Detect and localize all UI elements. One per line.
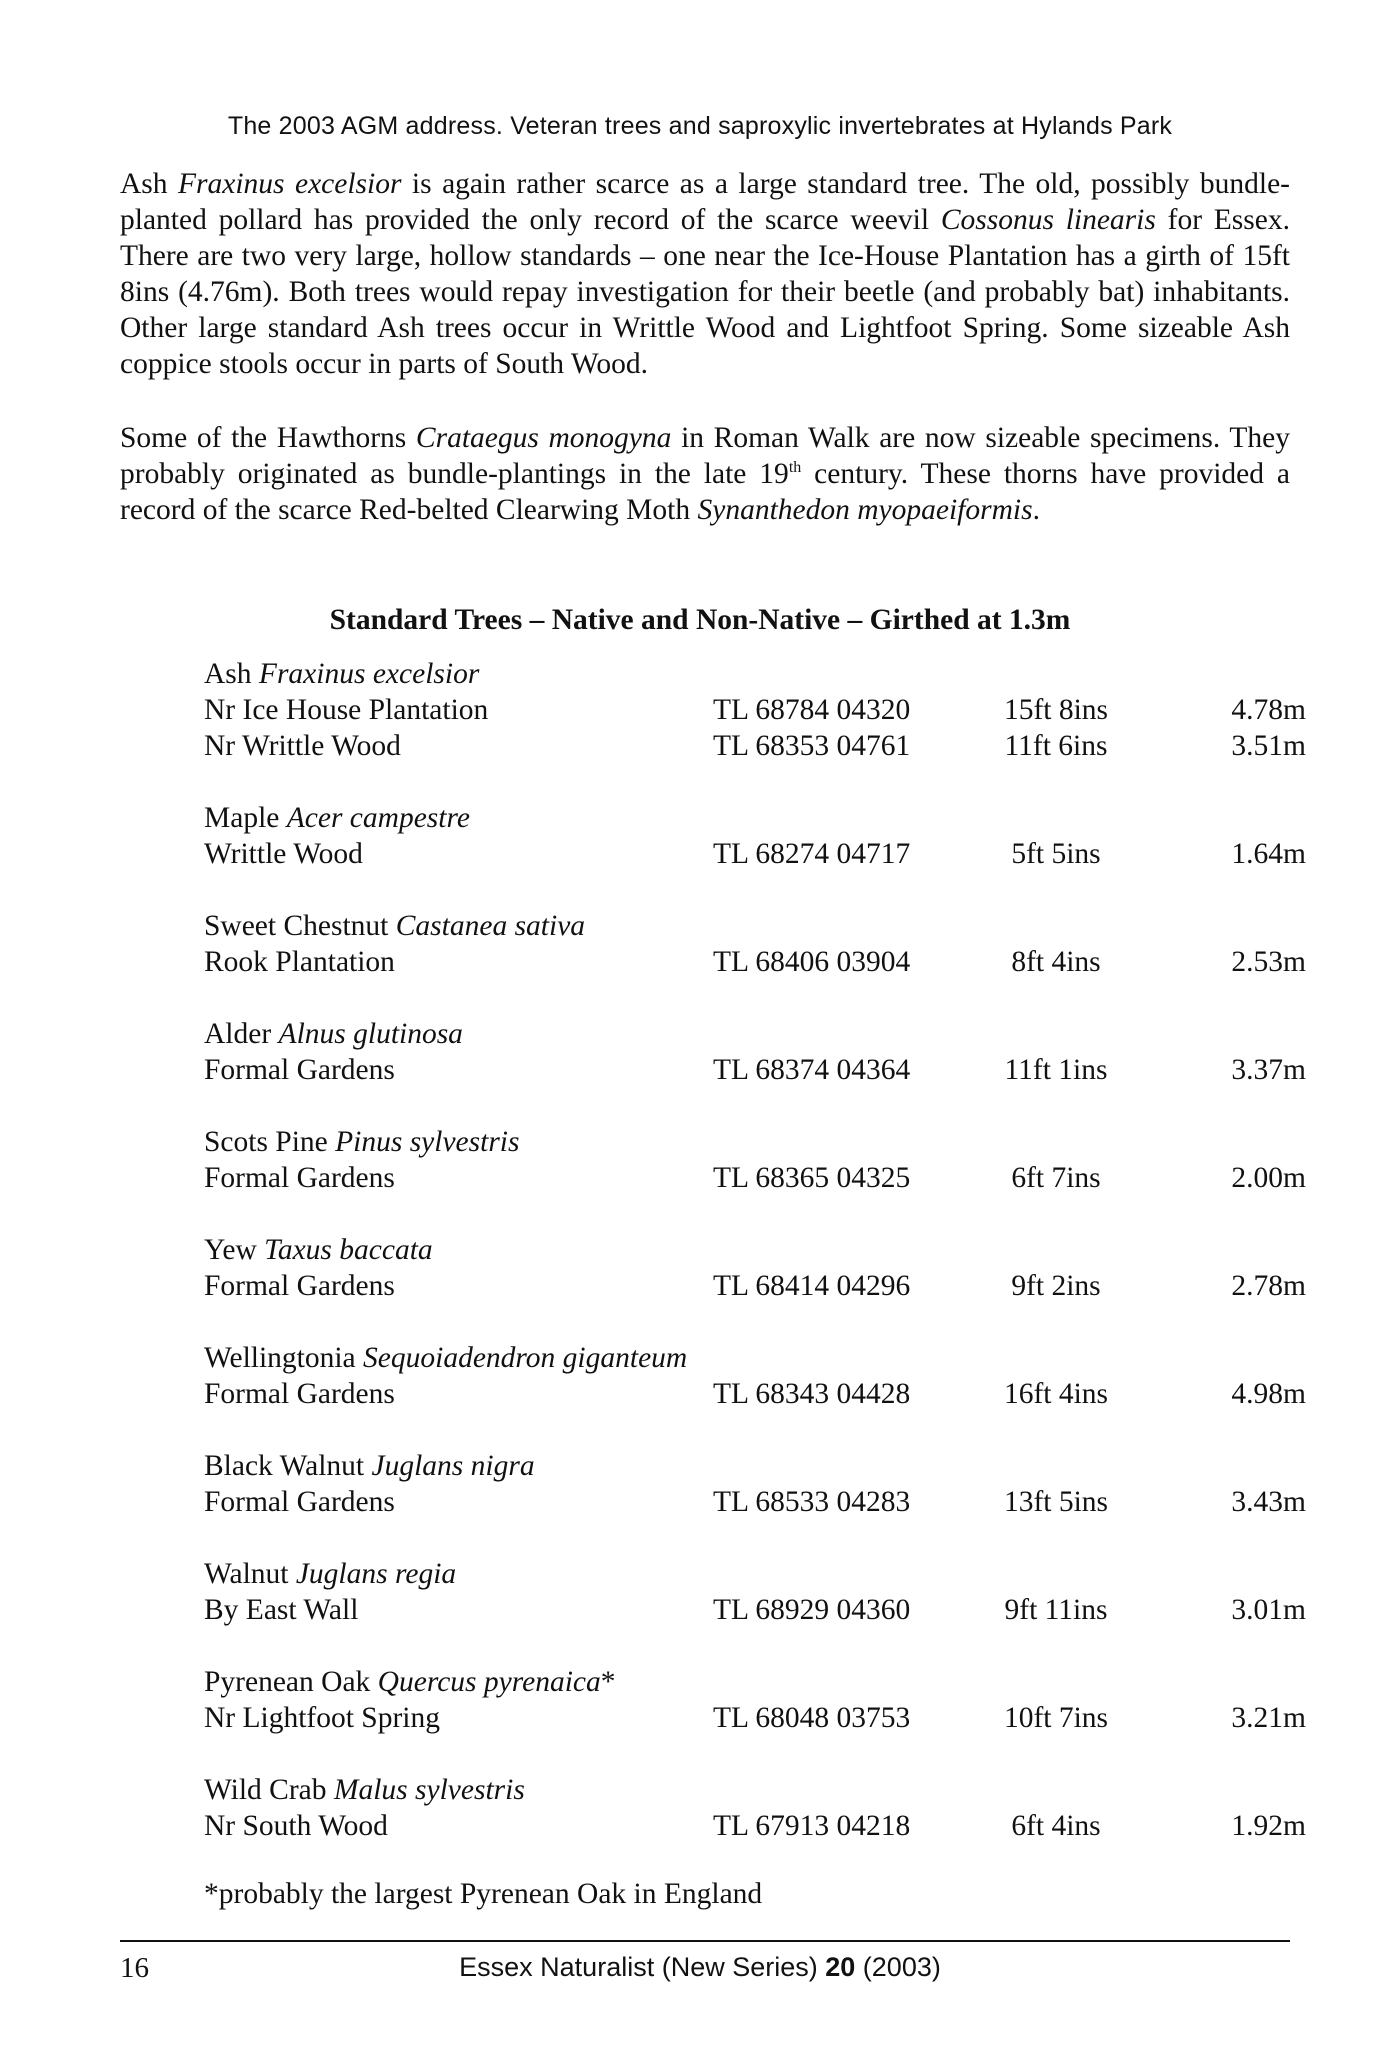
tree-species: [204, 1556, 1244, 1592]
tree-group: [204, 1124, 1306, 1196]
tree-group: [204, 1016, 1306, 1088]
location-cell: Formal Gardens: [204, 1486, 395, 1518]
latin-name: Juglans regia: [295, 1558, 457, 1590]
tree-species: [204, 1340, 1244, 1376]
tree-species: [204, 800, 1244, 836]
girth-imperial-cell: 15ft 8ins: [1003, 694, 1109, 726]
tree-group: [204, 1448, 1306, 1520]
common-name: Pyrenean Oak: [204, 1666, 378, 1698]
common-name: Black Walnut: [204, 1450, 372, 1482]
tree-species: [204, 1664, 1244, 1700]
common-name: Wellingtonia: [204, 1342, 364, 1374]
latin-name: Cossonus linearis: [940, 204, 1156, 236]
grid-ref-cell: TL 68414 04296: [713, 1270, 911, 1302]
footer-rule: [120, 1940, 1290, 1942]
tree-group: [204, 1556, 1306, 1628]
girth-metric-cell: 4.98m: [1231, 1378, 1306, 1410]
common-name: Alder: [204, 1018, 279, 1050]
tree-species: [204, 908, 1244, 944]
girth-imperial-cell: 6ft 7ins: [1011, 1162, 1101, 1194]
girth-imperial-cell: 5ft 5ins: [1011, 838, 1101, 870]
location-cell: Nr Ice House Plantation: [204, 694, 489, 726]
girth-metric-cell: 2.78m: [1231, 1270, 1306, 1302]
tree-species: [204, 1232, 1244, 1268]
running-header: The 2003 AGM address. Veteran trees and saproxylic invertebrates at Hylands Park: [227, 112, 1173, 140]
paragraph-ash: [120, 166, 1290, 382]
girth-metric-cell: 2.53m: [1231, 946, 1306, 978]
journal-footer: [0, 1952, 1400, 1983]
tree-species: [204, 1016, 1244, 1052]
journal-name: Essex Naturalist (New Series): [459, 1952, 826, 1982]
table-footnote: *probably the largest Pyrenean Oak in England: [204, 1878, 763, 1910]
tree-group: [204, 656, 1306, 764]
common-name: Scots Pine: [204, 1126, 336, 1158]
standard-trees-table: [204, 656, 1306, 1880]
girth-metric-cell: 2.00m: [1231, 1162, 1306, 1194]
location-cell: By East Wall: [204, 1594, 359, 1626]
latin-name: Quercus pyrenaica: [377, 1666, 601, 1698]
text-span: is again rather scarce as a large standard tree. The old, possibly bundle-planted pollard has provided the only record of the scarce weevil: [120, 168, 1290, 236]
location-cell: Writtle Wood: [204, 838, 363, 870]
common-name: Sweet Chestnut: [204, 910, 396, 942]
table-row: [204, 692, 1306, 728]
paragraph-hawthorn: [120, 420, 1290, 528]
latin-name: Sequoiadendron giganteum: [363, 1342, 688, 1374]
girth-imperial-cell: 11ft 1ins: [1004, 1054, 1108, 1086]
table-row: [204, 944, 1306, 980]
latin-name: Crataegus monogyna: [415, 422, 672, 454]
table-row: [204, 1160, 1306, 1196]
grid-ref-cell: TL 67913 04218: [713, 1810, 911, 1842]
girth-imperial-cell: 6ft 4ins: [1011, 1810, 1101, 1842]
tree-group: [204, 1232, 1306, 1304]
tree-species: [204, 1124, 1244, 1160]
grid-ref-cell: TL 68365 04325: [713, 1162, 911, 1194]
latin-name: Alnus glutinosa: [278, 1018, 463, 1050]
common-name: Wild Crab: [204, 1774, 334, 1806]
grid-ref-cell: TL 68374 04364: [713, 1054, 911, 1086]
girth-metric-cell: 1.92m: [1231, 1810, 1306, 1842]
tree-group: [204, 1340, 1306, 1412]
text-span: in Roman Walk are now sizeable specimens. They probably originated as bundle-plantings in the late 19: [120, 422, 1290, 490]
table-row: [204, 836, 1306, 872]
latin-name: Acer campestre: [286, 802, 470, 834]
text-span: century. These thorns have provided a record of the scarce Red-belted Clearwing Moth: [120, 458, 1290, 526]
grid-ref-cell: TL 68784 04320: [713, 694, 911, 726]
tree-group: [204, 908, 1306, 980]
table-row: [204, 1376, 1306, 1412]
tree-group: [204, 1664, 1306, 1736]
latin-name: Juglans nigra: [371, 1450, 535, 1482]
grid-ref-cell: TL 68274 04717: [713, 838, 911, 870]
grid-ref-cell: TL 68343 04428: [713, 1378, 911, 1410]
latin-name: Fraxinus excelsior: [258, 658, 480, 690]
text-span: .: [1032, 494, 1040, 526]
location-cell: Formal Gardens: [204, 1270, 395, 1302]
girth-imperial-cell: 11ft 6ins: [1004, 730, 1108, 762]
girth-imperial-cell: 9ft 11ins: [1004, 1594, 1108, 1626]
girth-metric-cell: 3.43m: [1231, 1486, 1306, 1518]
girth-imperial-cell: 8ft 4ins: [1011, 946, 1101, 978]
location-cell: Nr Writtle Wood: [204, 730, 401, 762]
girth-imperial-cell: 9ft 2ins: [1011, 1270, 1101, 1302]
girth-metric-cell: 4.78m: [1231, 694, 1306, 726]
tree-group: [204, 1772, 1306, 1844]
grid-ref-cell: TL 68048 03753: [713, 1702, 911, 1734]
girth-imperial-cell: 13ft 5ins: [1003, 1486, 1109, 1518]
location-cell: Formal Gardens: [204, 1162, 395, 1194]
latin-name: Pinus sylvestris: [335, 1126, 520, 1158]
grid-ref-cell: TL 68533 04283: [713, 1486, 911, 1518]
girth-metric-cell: 3.21m: [1231, 1702, 1306, 1734]
location-cell: Rook Plantation: [204, 946, 395, 978]
footnote-marker: *: [600, 1666, 616, 1698]
girth-imperial-cell: 16ft 4ins: [1003, 1378, 1109, 1410]
latin-name: Synanthedon myopaeiformis: [697, 494, 1033, 526]
table-row: [204, 1052, 1306, 1088]
table-row: [204, 1268, 1306, 1304]
common-name: Maple: [204, 802, 287, 834]
location-cell: Formal Gardens: [204, 1378, 395, 1410]
journal-volume: 20: [825, 1952, 856, 1982]
table-row: [204, 1808, 1306, 1844]
common-name: Yew: [204, 1234, 265, 1266]
tree-species: [204, 1772, 1244, 1808]
journal-year: (2003): [855, 1952, 941, 1982]
grid-ref-cell: TL 68929 04360: [713, 1594, 911, 1626]
tree-species: [204, 656, 1244, 692]
table-row: [204, 1700, 1306, 1736]
common-name: Walnut: [204, 1558, 296, 1590]
grid-ref-cell: TL 68406 03904: [713, 946, 911, 978]
latin-name: Castanea sativa: [395, 910, 586, 942]
location-cell: Nr Lightfoot Spring: [204, 1702, 440, 1734]
girth-metric-cell: 3.51m: [1231, 730, 1306, 762]
tree-group: [204, 800, 1306, 872]
tree-species: [204, 1448, 1244, 1484]
table-row: [204, 1592, 1306, 1628]
page-number: 16: [120, 1952, 149, 1984]
text-span: for Essex. There are two very large, hollow standards – one near the Ice-House Plantation has a girth of 15ft 8ins (4.76m). Both trees would repay investigation for their beetle (and probably bat) inhabitants. Other large standard Ash trees occur in Writtle Wood and Lightfoot Spring. Some sizeable Ash coppice stools occur in parts of South Wood.: [120, 204, 1290, 380]
latin-name: Taxus baccata: [264, 1234, 433, 1266]
text-span: Ash: [120, 168, 178, 200]
girth-metric-cell: 1.64m: [1231, 838, 1306, 870]
common-name: Ash: [204, 658, 259, 690]
girth-metric-cell: 3.01m: [1231, 1594, 1306, 1626]
latin-name: Fraxinus excelsior: [178, 168, 402, 200]
latin-name: Malus sylvestris: [333, 1774, 525, 1806]
superscript: th: [788, 459, 802, 477]
girth-imperial-cell: 10ft 7ins: [1003, 1702, 1109, 1734]
table-row: [204, 1484, 1306, 1520]
text-span: Some of the Hawthorns: [120, 422, 416, 454]
table-title: Standard Trees – Native and Non-Native – Girthed at 1.3m: [329, 604, 1071, 636]
girth-metric-cell: 3.37m: [1231, 1054, 1306, 1086]
table-row: [204, 728, 1306, 764]
grid-ref-cell: TL 68353 04761: [713, 730, 911, 762]
location-cell: Nr South Wood: [204, 1810, 388, 1842]
location-cell: Formal Gardens: [204, 1054, 395, 1086]
